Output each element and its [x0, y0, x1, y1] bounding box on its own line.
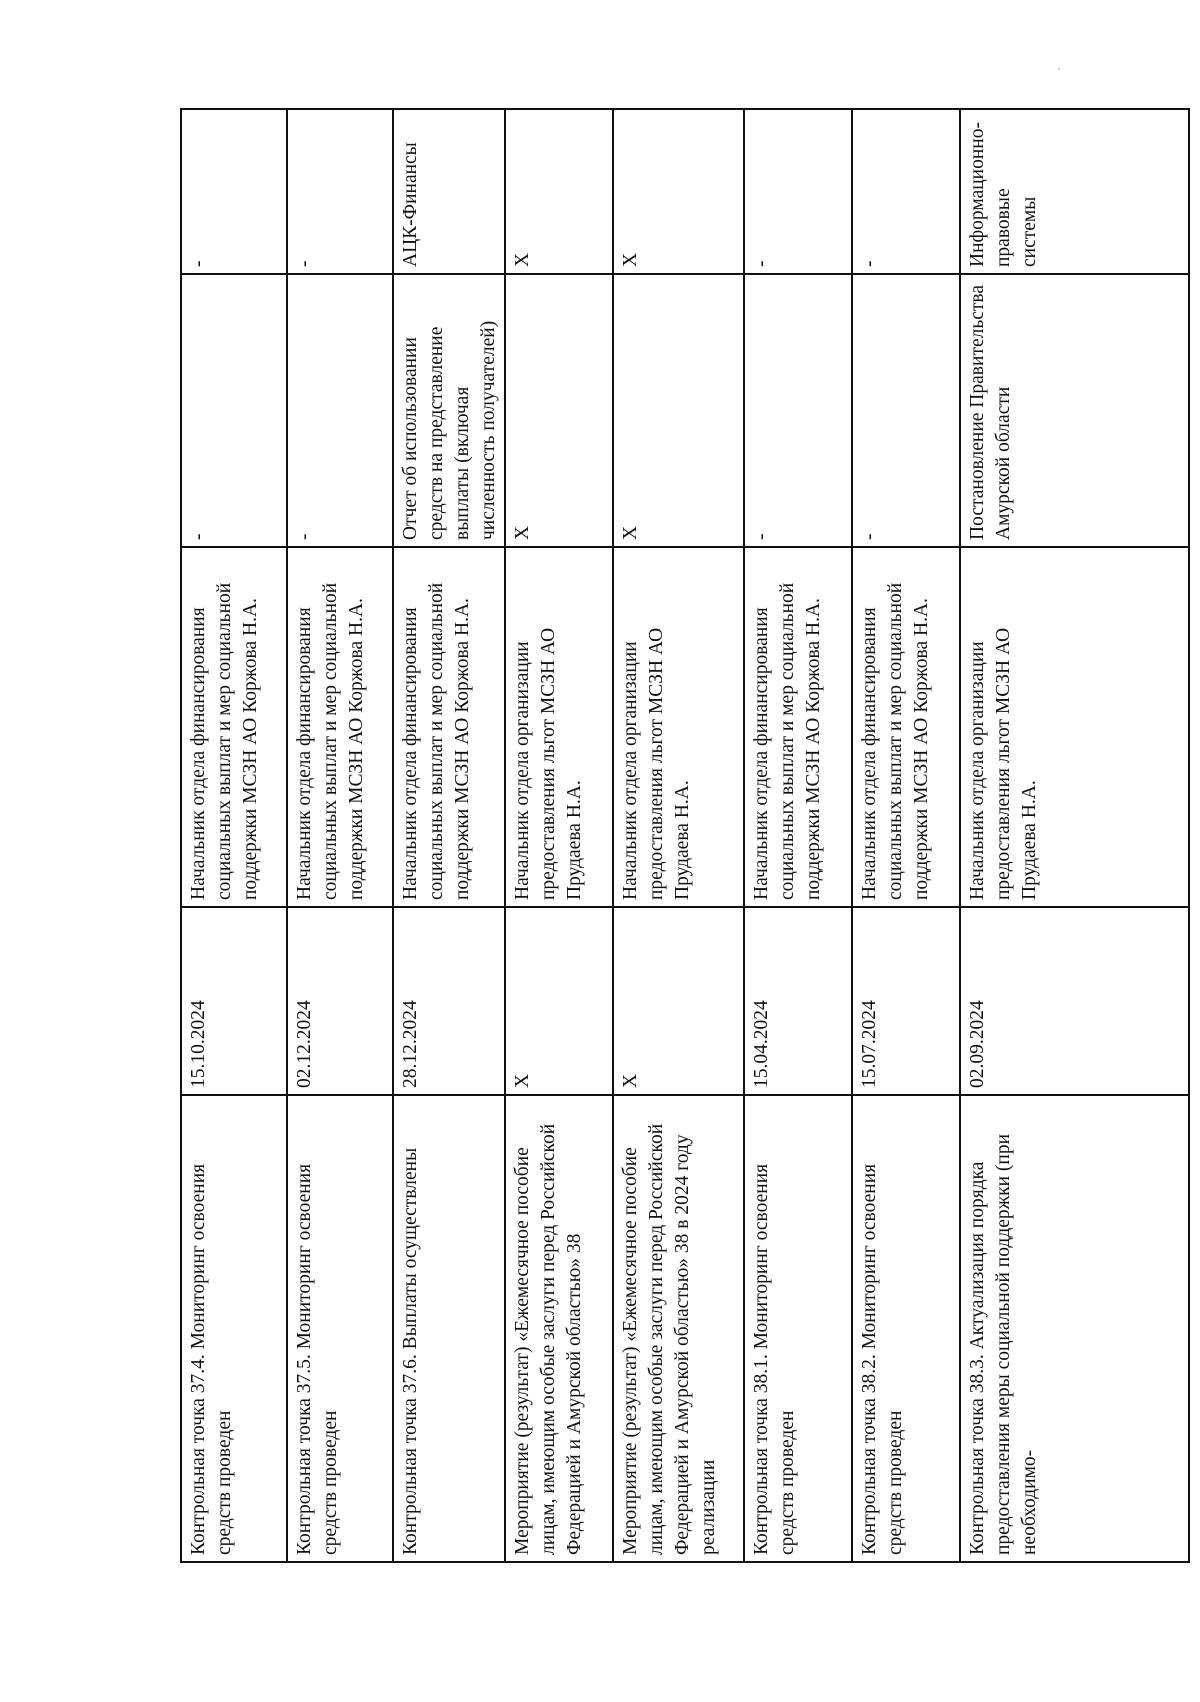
table-row — [613, 109, 744, 1562]
table-row — [960, 109, 1189, 1562]
cell-document: - — [287, 274, 393, 547]
cell-event: Мероприятие (результат) «Ежемесячное пособие лицам, имеющим особые заслуги перед Российской Федерацией и Амурской областью» 38 в 2024 году реализации — [613, 1095, 744, 1562]
cell-document: Х — [613, 274, 744, 547]
cell-date: 28.12.2024 — [393, 907, 505, 1095]
cell-system: Информационно-правовые системы — [960, 109, 1189, 274]
cell-event: Контрольная точка 38.1. Мониторинг освоения средств проведен — [744, 1095, 852, 1562]
table-row — [852, 109, 960, 1562]
cell-system: - — [852, 109, 960, 274]
cell-date: Х — [505, 907, 613, 1095]
cell-event: Контрольная точка 37.4. Мониторинг освоения средств проведен — [181, 1095, 287, 1562]
cell-system: - — [287, 109, 393, 274]
cell-date: 02.09.2024 — [960, 907, 1189, 1095]
cell-event: Контрольная точка 37.6. Выплаты осуществлены — [393, 1095, 505, 1562]
cell-document: - — [181, 274, 287, 547]
cell-event: Мероприятие (результат) «Ежемесячное пособие лицам, имеющим особые заслуги перед Российской Федерацией и Амурской областью» 38 — [505, 1095, 613, 1562]
cell-system: Х — [505, 109, 613, 274]
table-row — [505, 109, 613, 1562]
cell-document: Х — [505, 274, 613, 547]
cell-responsible: Начальник отдела финансирования социальных выплат и мер социальной поддержки МСЗН АО Коржова Н.А. — [287, 547, 393, 907]
cell-responsible: Начальник отдела организации предоставления льгот МСЗН АО Прудаева Н.А. — [505, 547, 613, 907]
cell-document: - — [852, 274, 960, 547]
cell-event: Контрольная точка 37.5. Мониторинг освоения средств проведен — [287, 1095, 393, 1562]
cell-document: Отчет об использовании средств на представление выплаты (включая численность получателей) — [393, 274, 505, 547]
cell-responsible: Начальник отдела финансирования социальных выплат и мер социальной поддержки МСЗН АО Коржова Н.А. — [744, 547, 852, 907]
cell-system: АЦК-Финансы — [393, 109, 505, 274]
cell-date: 15.04.2024 — [744, 907, 852, 1095]
cell-event: Контрольная точка 38.3. Актуализация порядка предоставления меры социальной поддержки (при необходимо- — [960, 1095, 1189, 1562]
cell-date: 15.10.2024 — [181, 907, 287, 1095]
table-row — [181, 109, 287, 1562]
cell-document: Постановление Правительства Амурской области — [960, 274, 1189, 547]
control-points-table — [180, 108, 1190, 1563]
cell-responsible: Начальник отдела финансирования социальных выплат и мер социальной поддержки МСЗН АО Коржова Н.А. — [181, 547, 287, 907]
cell-responsible: Начальник отдела финансирования социальных выплат и мер социальной поддержки МСЗН АО Коржова Н.А. — [852, 547, 960, 907]
cell-responsible: Начальник отдела организации предоставления льгот МСЗН АО Прудаева Н.А. — [960, 547, 1189, 907]
cell-date: Х — [613, 907, 744, 1095]
cell-responsible: Начальник отдела финансирования социальных выплат и мер социальной поддержки МСЗН АО Коржова Н.А. — [393, 547, 505, 907]
cell-date: 02.12.2024 — [287, 907, 393, 1095]
table-row — [287, 109, 393, 1562]
cell-responsible: Начальник отдела организации предоставления льгот МСЗН АО Прудаева Н.А. — [613, 547, 744, 907]
cell-system: Х — [613, 109, 744, 274]
scan-speck — [1058, 68, 1060, 70]
table-row — [744, 109, 852, 1562]
table-body — [181, 109, 1189, 1562]
cell-system: - — [744, 109, 852, 274]
table-row — [393, 109, 505, 1562]
cell-system: - — [181, 109, 287, 274]
cell-date: 15.07.2024 — [852, 907, 960, 1095]
cell-document: - — [744, 274, 852, 547]
rotated-table-container — [180, 110, 1183, 1563]
cell-event: Контрольная точка 38.2. Мониторинг освоения средств проведен — [852, 1095, 960, 1562]
